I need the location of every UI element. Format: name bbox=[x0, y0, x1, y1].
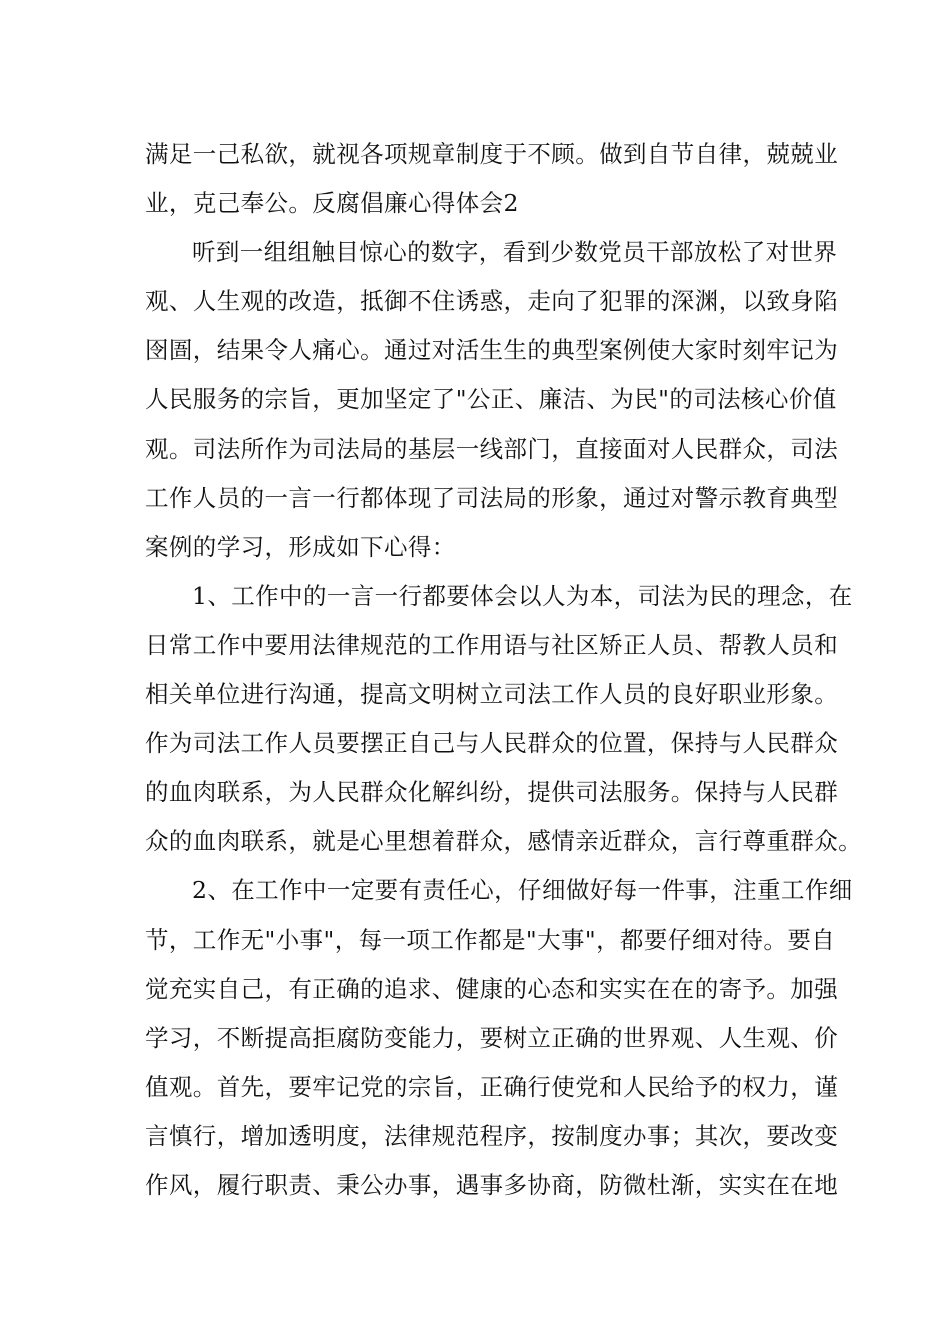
text-line: 作为司法工作人员要摆正自己与人民群众的位置，保持与人民群众 bbox=[145, 729, 839, 758]
text-line: 2、在工作中一定要有责任心，仔细做好每一件事，注重工作细 bbox=[192, 876, 853, 905]
text-line: 觉充实自己，有正确的追求、健康的心态和实实在在的寄予。加强 bbox=[145, 974, 839, 1003]
text-line: 的血肉联系，为人民群众化解纠纷，提供司法服务。保持与人民群 bbox=[145, 778, 839, 807]
text-line: 囹圄，结果令人痛心。通过对活生生的典型案例使大家时刻牢记为 bbox=[145, 336, 839, 365]
text-line: 众的血肉联系，就是心里想着群众，感情亲近群众，言行尊重群众。 bbox=[145, 827, 862, 856]
text-line: 相关单位进行沟通，提高文明树立司法工作人员的良好职业形象。 bbox=[145, 680, 839, 709]
text-line: 工作人员的一言一行都体现了司法局的形象，通过对警示教育典型 bbox=[145, 483, 839, 512]
text-line: 学习，不断提高拒腐防变能力，要树立正确的世界观、人生观、价 bbox=[145, 1023, 839, 1052]
text-line: 日常工作中要用法律规范的工作用语与社区矫正人员、帮教人员和 bbox=[145, 630, 839, 659]
text-line: 案例的学习，形成如下心得： bbox=[145, 532, 456, 561]
text-line: 1、工作中的一言一行都要体会以人为本，司法为民的理念，在 bbox=[192, 581, 853, 610]
text-line: 听到一组组触目惊心的数字，看到少数党员干部放松了对世界 bbox=[192, 238, 838, 267]
text-line: 言慎行，增加透明度，法律规范程序，按制度办事；其次，要改变 bbox=[145, 1121, 839, 1150]
text-line: 值观。首先，要牢记党的宗旨，正确行使党和人民给予的权力，谨 bbox=[145, 1072, 839, 1101]
text-line: 作风，履行职责、秉公办事，遇事多协商，防微杜渐，实实在在地 bbox=[145, 1170, 839, 1199]
text-line: 观、人生观的改造，抵御不住诱惑，走向了犯罪的深渊，以致身陷 bbox=[145, 287, 839, 316]
text-line: 满足一己私欲，就视各项规章制度于不顾。做到自节自律，兢兢业 bbox=[145, 140, 839, 168]
text-line: 观。司法所作为司法局的基层一线部门，直接面对人民群众，司法 bbox=[145, 434, 839, 463]
text-line: 业，克己奉公。反腐倡廉心得体会2 bbox=[145, 189, 519, 218]
body-text bbox=[145, 130, 862, 1210]
text-line: 人民服务的宗旨，更加坚定了"公正、廉洁、为民"的司法核心价值 bbox=[145, 385, 837, 414]
text-line: 节，工作无"小事"，每一项工作都是"大事"，都要仔细对待。要自 bbox=[145, 925, 836, 954]
